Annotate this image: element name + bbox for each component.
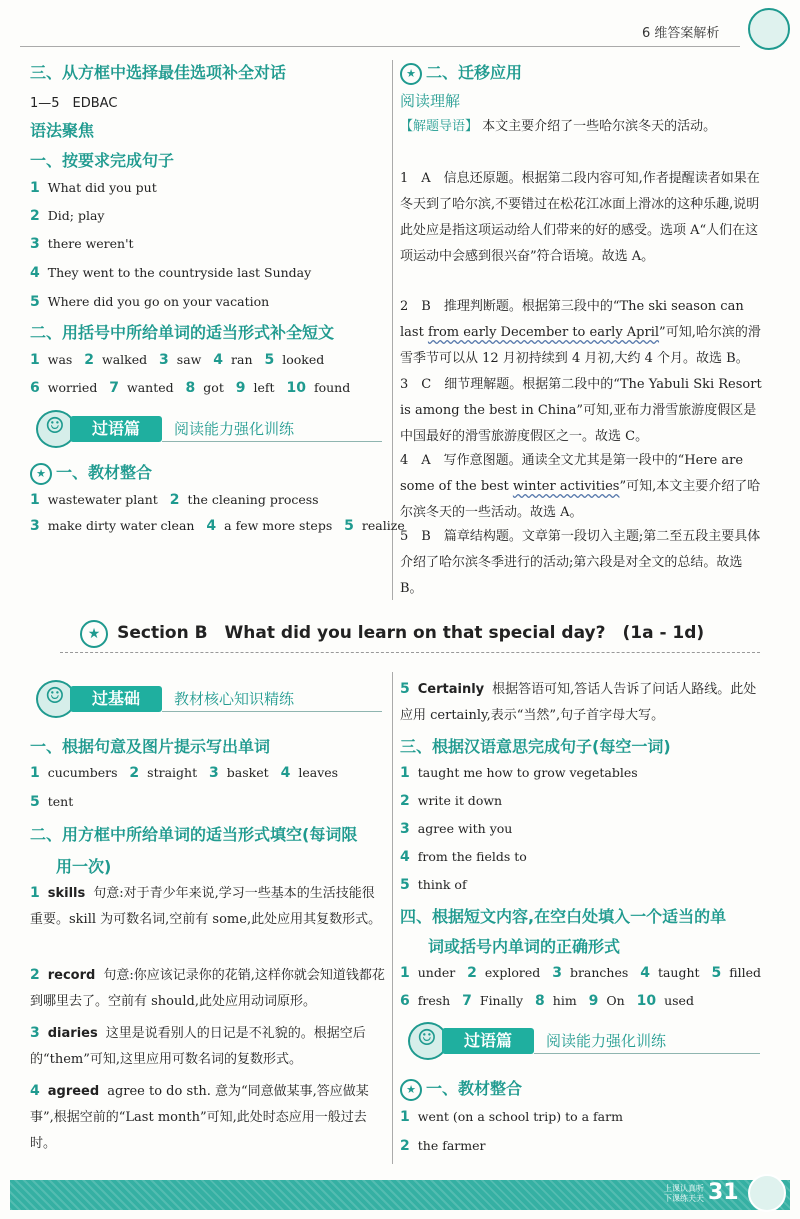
header-title: 6 维答案解析 [642,26,720,41]
answer-paragraph: 1 skills 句意:对于青少年来说,学习一些基本的生活技能很重要。skill 为可数名词,空前有 some,此处应用其复数形式。 [30,885,382,927]
badge-icon: ★ [400,1079,422,1101]
list-item: 2 Did; play [30,208,105,224]
banner-subtitle: 教材核心知识精练 [174,690,295,708]
column-divider [392,672,393,1164]
list-item: 4 They went to the countryside last Sunday [30,265,312,281]
section-banner [408,1028,760,1054]
section-title: 三、根据汉语意思完成句子(每空一词) [400,737,671,756]
answer-row: 5 tent [30,794,74,810]
section-divider [60,652,760,653]
answer-paragraph: 5 B 篇章结构题。文章第一段切入主题;第二至五段主要具体介绍了哈尔滨冬季进行的活动;第六段是对全文的总结。故选 B。 [400,529,761,596]
answer-paragraph: 1 A 信息还原题。根据第二段内容可知,作者提醒读者如果在冬天到了哈尔滨,不要错过在松花江冰面上滑冰的这种乐趣,说明此处应是指这项运动给人们带来的好的感受。选项 A“人们在这项运动中会感到很兴奋”符合语境。故选 A。 [400,171,760,264]
list-item: 3 agree with you [400,821,513,837]
section-title: ★ 二、迁移应用 [400,60,522,85]
section-title: 一、按要求完成句子 [30,151,175,170]
section-title: 四、根据短文内容,在空白处填入一个适当的单 [400,907,727,926]
answer-row: 3 make dirty water clean 4 a few more steps 5 realize [30,518,405,534]
grammar-title: 语法聚焦 [30,121,95,140]
answer-row: 1 under 2 explored 3 branches 4 taught 5 filled [400,965,761,981]
banner-tag: 过基础 [70,686,162,712]
section-title: 二、用方框中所给单词的适当形式填空(每词限 [30,825,358,844]
list-item: 3 there weren't [30,236,134,252]
badge-icon: ★ [400,63,422,85]
page-number: 31 [708,1180,739,1205]
badge-icon: ★ [80,620,108,648]
answer-paragraph: 5 Certainly 根据答语可知,答话人告诉了问话人路线。此处应用 certainly,表示“当然”,句子首字母大写。 [400,681,757,723]
list-item: 5 think of [400,877,467,893]
section-title-cont: 用一次) [56,857,112,876]
banner-subtitle: 阅读能力强化训练 [174,420,295,438]
guide-paragraph: 【解题导语】 本文主要介绍了一些哈尔滨冬天的活动。 [400,119,717,134]
section-banner [36,416,382,442]
list-item: 2 the farmer [400,1138,486,1154]
mascot-icon [748,1174,786,1212]
answer-line: 1—5 EDBAC [30,96,118,111]
header-rule [20,46,740,47]
list-item: 1 went (on a school trip) to a farm [400,1109,623,1125]
list-item: 5 Where did you go on your vacation [30,294,270,310]
answer-paragraph: 3 C 细节理解题。根据第二段中的“The Yabuli Ski Resort is among the best in China”可知,亚布力滑雪旅游度假区是中国最好的滑雪旅游度假区之一。故选 C。 [400,377,762,444]
section-title: 二、用括号中所给单词的适当形式补全短文 [30,323,335,342]
answer-paragraph: 4 A 写作意图题。通读全文尤其是第一段中的“Here are some of the best winter activities”可知,本文主要介绍了哈尔滨冬天的一些活动。故选 A。 [400,453,761,520]
answer-row: 1 cucumbers 2 straight 3 basket 4 leaves [30,765,339,781]
section-title: ★ 一、教材整合 [30,460,152,485]
answer-paragraph: 4 agreed agree to do sth. 意为“同意做某事,答应做某事”,根据空前的“Last month”可知,此处时态应用一般过去时。 [30,1083,369,1151]
banner-tag: 过语篇 [442,1028,534,1054]
list-item: 1 What did you put [30,180,157,196]
answer-row: 1 was 2 walked 3 saw 4 ran 5 looked [30,352,325,368]
answer-row: 6 fresh 7 Finally 8 him 9 On 10 used [400,993,694,1009]
banner-tag: 过语篇 [70,416,162,442]
section-title-cont: 词或括号内单词的正确形式 [428,937,621,956]
badge-icon: ★ [30,463,52,485]
answer-paragraph: 3 diaries 这里是说看别人的日记是不礼貌的。根据空后的“them”可知,这里应用可数名词的复数形式。 [30,1025,366,1067]
answer-row: 1 wastewater plant 2 the cleaning process [30,492,319,508]
sub-title: 阅读理解 [400,92,461,110]
logo-icon [748,8,790,50]
section-title: 三、从方框中选择最佳选项补全对话 [30,63,287,82]
list-item: 2 write it down [400,793,503,809]
section-title: ★ 一、教材整合 [400,1076,522,1101]
answer-paragraph: 2 record 句意:你应该记录你的花销,这样你就会知道钱都花到哪里去了。空前有 should,此处应用动词原形。 [30,967,385,1009]
list-item: 1 taught me how to grow vegetables [400,765,638,781]
banner-subtitle: 阅读能力强化训练 [546,1032,667,1050]
answer-row: 6 worried 7 wanted 8 got 9 left 10 found [30,380,351,396]
answer-paragraph: 2 B 推理判断题。根据第三段中的“The ski season can last from early December to early April”可知,哈尔滨的滑雪季节可以从 12 月初持续到 4 月初,大约 4 个月。故选 B。 [400,299,761,366]
section-banner [36,686,382,712]
footer-slogan: 上课认真听 下课练天天 [664,1184,704,1203]
section-heading: ★ Section B What did you learn on that special day? (1a - 1d) [80,618,740,662]
section-title: 一、根据句意及图片提示写出单词 [30,737,271,756]
list-item: 4 from the fields to [400,849,527,865]
